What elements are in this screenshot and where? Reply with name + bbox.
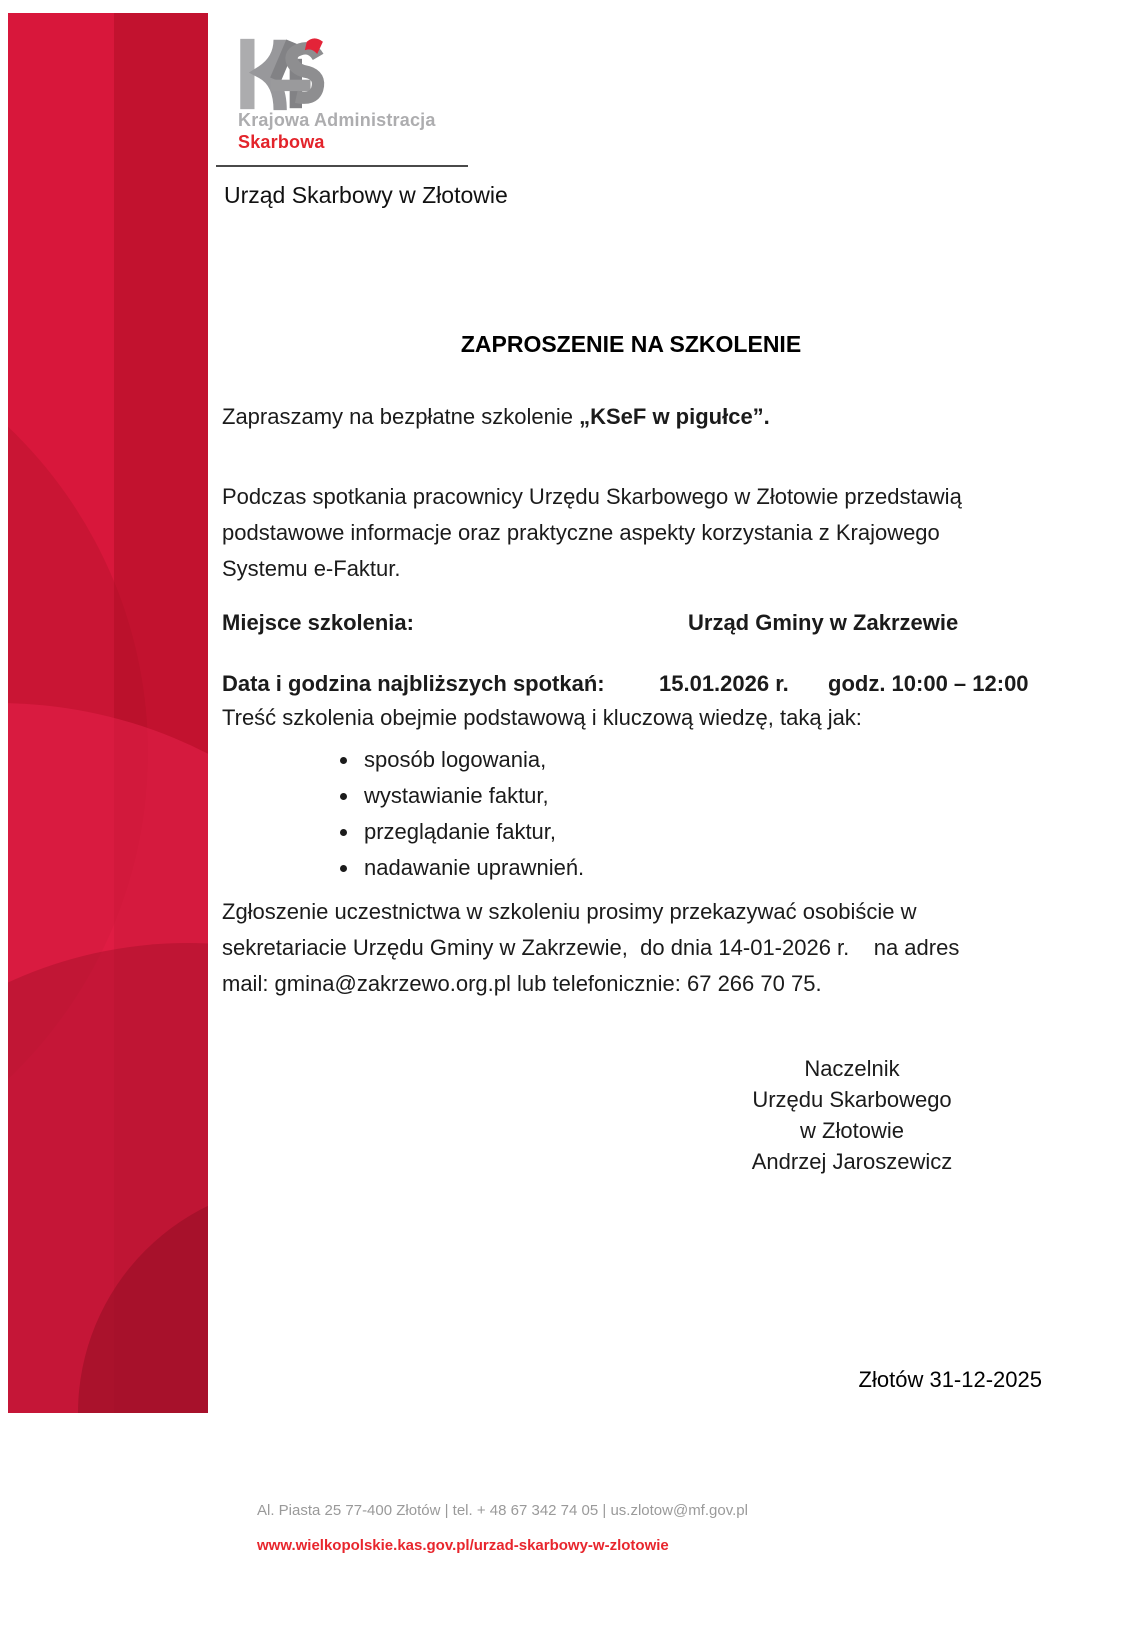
logo-divider [216, 165, 468, 167]
list-item [340, 814, 584, 850]
signature-office-line2: w Złotowie [800, 1118, 904, 1143]
bullet-dot-icon [340, 757, 347, 764]
signature-name: Andrzej Jaroszewicz [751, 1149, 953, 1174]
bullet-dot-icon [340, 865, 347, 872]
topic-text: nadawanie uprawnień. [364, 855, 585, 880]
description-line: Podczas spotkania pracownicy Urzędu Skarbowego w Złotowie przedstawią [222, 484, 962, 509]
place-label: Miejsce szkolenia: [222, 610, 414, 635]
signature-title: Naczelnik [804, 1056, 900, 1081]
topic-text: wystawianie faktur, [364, 783, 549, 808]
list-item [340, 850, 584, 886]
side-band-decoration [8, 13, 208, 1413]
topic-text: przeglądanie faktur, [364, 819, 557, 844]
bullet-dot-icon [340, 793, 347, 800]
date-label: Data i godzina najbliższych spotkań: [222, 671, 605, 696]
training-name: „KSeF w pigułce”. [579, 404, 770, 429]
description-line: Systemu e-Faktur. [222, 556, 401, 581]
footer-website-link[interactable]: www.wielkopolskie.kas.gov.pl/urzad-skarbowy-w-zlotowie [257, 1537, 669, 1554]
registration-line: sekretariacie Urzędu Gminy w Zakrzewie, do dnia 14-01-2026 r. na adres [222, 935, 960, 960]
office-name: Urząd Skarbowy w Złotowie [224, 182, 508, 208]
place-and-date: Złotów 31-12-2025 [858, 1367, 1042, 1392]
footer-address: Al. Piasta 25 77-400 Złotów | tel. + 48 67 342 74 05 | us.zlotow@mf.gov.pl [257, 1502, 748, 1519]
intro-prefix: Zapraszamy na bezpłatne szkolenie [222, 404, 580, 429]
time-value: godz. 10:00 – 12:00 [828, 671, 1029, 696]
date-value: 15.01.2026 r. [659, 671, 789, 696]
signature-office-line1: Urzędu Skarbowego [752, 1087, 952, 1112]
registration-paragraph [222, 894, 1052, 1002]
description-line: podstawowe informacje oraz praktyczne aspekty korzystania z Krajowego [222, 520, 940, 545]
description-paragraph [222, 479, 1052, 587]
training-place-row [222, 610, 1052, 636]
list-item [340, 778, 584, 814]
intro-line [222, 404, 770, 430]
topic-text: sposób logowania, [364, 747, 547, 772]
logo-org-name-line2: Skarbowa [238, 132, 325, 152]
content-intro: Treść szkolenia obejmie podstawową i kluczową wiedzę, taką jak: [222, 705, 862, 730]
registration-line: mail: gmina@zakrzewo.org.pl lub telefonicznie: 67 266 70 75. [222, 971, 822, 996]
training-date-row [222, 671, 1052, 697]
place-value: Urząd Gminy w Zakrzewie [688, 610, 959, 635]
topics-list [340, 742, 584, 886]
signature-block [652, 1053, 1052, 1177]
kas-logo-icon [237, 36, 329, 112]
logo-org-name-line1: Krajowa Administracja [238, 110, 436, 130]
registration-line: Zgłoszenie uczestnictwa w szkoleniu prosimy przekazywać osobiście w [222, 899, 917, 924]
bullet-dot-icon [340, 829, 347, 836]
list-item [340, 742, 584, 778]
document-title: ZAPROSZENIE NA SZKOLENIE [460, 331, 802, 357]
